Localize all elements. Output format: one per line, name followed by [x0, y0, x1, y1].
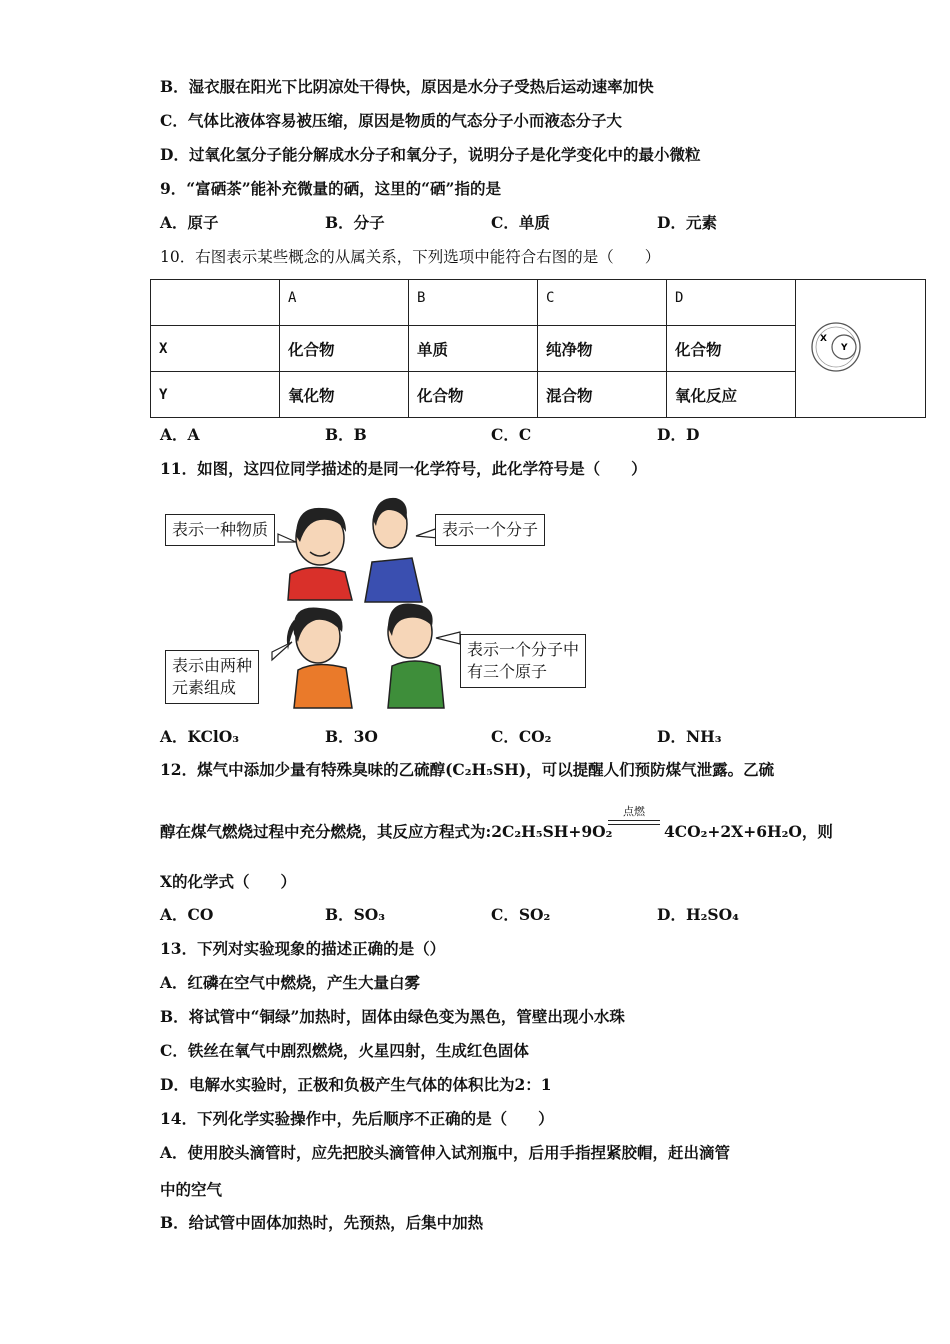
q12-option-c: C．SO₂ — [491, 905, 551, 924]
q11-option-a: A．KClO₃ — [160, 727, 240, 746]
q12-stem-line-2a: 醇在煤气燃烧过程中充分燃烧，其反应方程式为:2C₂H₅SH+9O₂ — [160, 822, 613, 841]
q10-header-c: C — [538, 280, 667, 326]
q9-stem: 9．“富硒茶”能补充微量的硒，这里的“硒”指的是 — [160, 179, 501, 198]
q11-illustration — [160, 492, 610, 717]
q13-option-b: B．将试管中“铜绿”加热时，固体由绿色变为黑色，管壁出现小水珠 — [160, 1007, 625, 1026]
q10-header-a: A — [280, 280, 409, 326]
q9-option-a: A．原子 — [160, 213, 219, 232]
q10-cell: 纯净物 — [538, 326, 667, 372]
q14-option-b: B．给试管中固体加热时，先预热，后集中加热 — [160, 1213, 484, 1232]
q12-stem-line-1: 12．煤气中添加少量有特殊臭味的乙硫醇(C₂H₅SH)，可以提醒人们预防煤气泄露。乙硫 — [160, 760, 775, 779]
q10-row-y-label: Y — [151, 372, 280, 418]
q12-stem-line-3: X的化学式（ ） — [160, 872, 297, 891]
concept-circle-diagram — [804, 287, 914, 407]
q13-option-d: D．电解水实验时，正极和负极产生气体的体积比为2：1 — [160, 1075, 552, 1094]
q9-option-c: C．单质 — [491, 213, 550, 232]
q13-option-a: A．红磷在空气中燃烧，产生大量白雾 — [160, 973, 421, 992]
q12-option-b: B．SO₃ — [325, 905, 386, 924]
q10-table — [150, 279, 926, 418]
q9-option-d: D．元素 — [657, 213, 717, 232]
q14-option-a-line-1: A．使用胶头滴管时，应先把胶头滴管伸入试剂瓶中，后用手指捏紧胶帽，赶出滴管 — [160, 1143, 731, 1162]
q10-stem: 10．右图表示某些概念的从属关系，下列选项中能符合右图的是（ ） — [160, 248, 661, 266]
reaction-arrow-line-bottom — [608, 824, 660, 825]
q10-row-x-label: X — [151, 326, 280, 372]
speech-bubble-molecule: 表示一个分子 — [435, 514, 545, 546]
speech-bubble-two-elements: 表示由两种 元素组成 — [165, 650, 259, 704]
q8-option-c: C．气体比液体容易被压缩，原因是物质的气态分子小而液态分子大 — [160, 111, 622, 130]
q10-header-b: B — [409, 280, 538, 326]
q11-option-d: D．NH₃ — [657, 727, 722, 746]
student-orange-shirt-figure — [287, 608, 352, 708]
speech-bubble-three-atoms: 表示一个分子中 有三个原子 — [460, 634, 586, 688]
q10-figure-cell — [796, 280, 926, 418]
q10-header-d: D — [667, 280, 796, 326]
student-red-shirt-figure — [288, 508, 352, 600]
q8-option-b: B．湿衣服在阳光下比阴凉处干得快，原因是水分子受热后运动速率加快 — [160, 77, 654, 96]
q13-stem: 13．下列对实验现象的描述正确的是（） — [160, 939, 446, 958]
q14-stem: 14．下列化学实验操作中，先后顺序不正确的是（ ） — [160, 1109, 554, 1128]
q8-option-d: D．过氧化氢分子能分解成水分子和氧分子，说明分子是化学变化中的最小微粒 — [160, 145, 701, 164]
q11-option-c: C．CO₂ — [491, 727, 552, 746]
q10-cell: 单质 — [409, 326, 538, 372]
student-blue-shirt-figure — [365, 498, 422, 602]
circle-label-y: Y — [841, 342, 848, 353]
q10-cell: 化合物 — [667, 326, 796, 372]
q10-cell: 氧化物 — [280, 372, 409, 418]
reaction-condition: 点燃 — [623, 805, 645, 818]
q10-option-d: D．D — [657, 425, 700, 444]
q14-option-a-line-2: 中的空气 — [160, 1180, 223, 1199]
q10-option-b: B．B — [325, 425, 367, 444]
student-green-shirt-figure — [388, 604, 444, 709]
reaction-arrow-line-top — [608, 820, 660, 821]
q12-stem-line-2b: 4CO₂+2X+6H₂O，则 — [664, 822, 833, 841]
q10-cell: 混合物 — [538, 372, 667, 418]
q11-option-b: B．3O — [325, 727, 378, 746]
speech-bubble-substance: 表示一种物质 — [165, 514, 275, 546]
q10-option-c: C．C — [491, 425, 532, 444]
q13-option-c: C．铁丝在氧气中剧烈燃烧，火星四射，生成红色固体 — [160, 1041, 529, 1060]
reaction-arrow — [608, 806, 660, 825]
q12-option-d: D．H₂SO₄ — [657, 905, 739, 924]
q11-stem: 11．如图，这四位同学描述的是同一化学符号，此化学符号是（ ） — [160, 459, 647, 478]
circle-label-x: X — [820, 333, 827, 344]
q10-header-empty — [151, 280, 280, 326]
q10-cell: 化合物 — [280, 326, 409, 372]
q10-option-a: A．A — [160, 425, 200, 444]
q10-cell: 氧化反应 — [667, 372, 796, 418]
q9-option-b: B．分子 — [325, 213, 385, 232]
q12-option-a: A．CO — [160, 905, 214, 924]
q10-cell: 化合物 — [409, 372, 538, 418]
